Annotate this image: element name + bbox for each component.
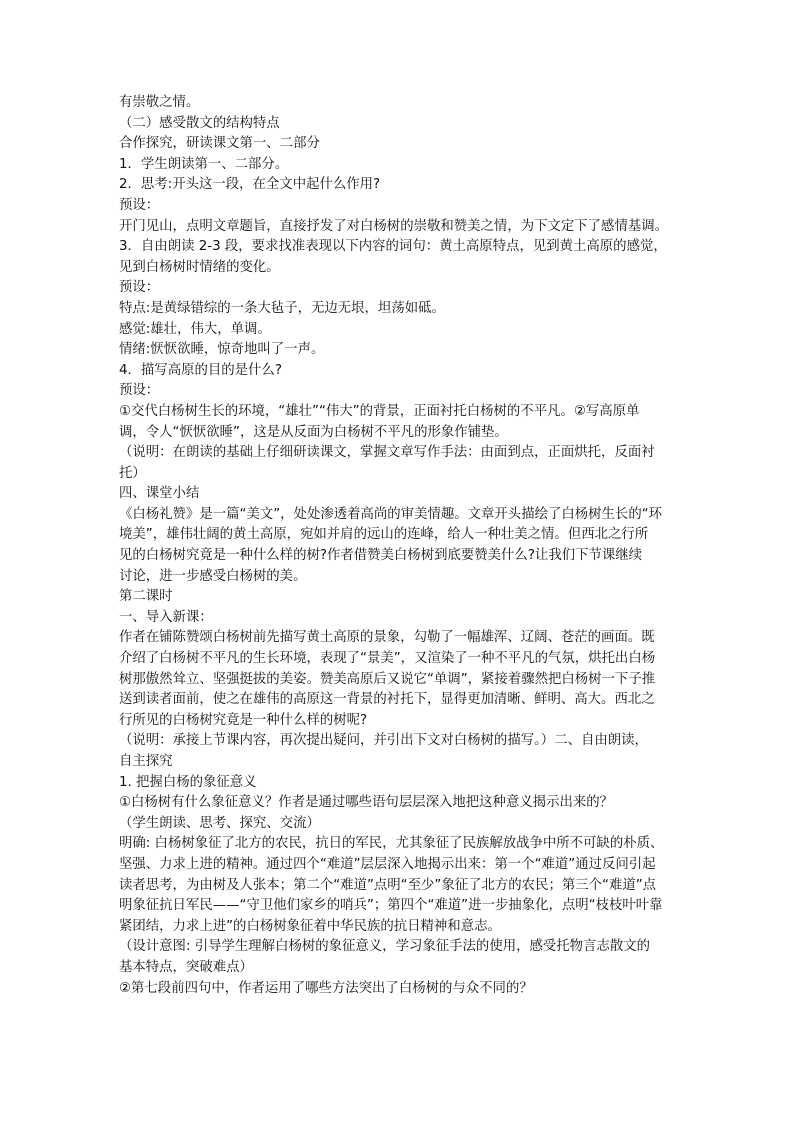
text-line: 讨论，进一步感受白杨树的美。 (119, 568, 307, 584)
text-line: 1．学生朗读第一、二部分。 (119, 156, 289, 172)
text-line: 坚强、力求上进的精神。通过四个“难道”层层深入地揭示出来：第一个“难道”通过反问引起 (119, 856, 656, 872)
note-line: （设计意图: 引导学生理解白杨树的象征意义，学习象征手法的使用，感受托物言志散文的 (119, 939, 650, 955)
text-line: 预设： (119, 383, 160, 399)
text-line: 介绍了白杨树不平凡的生长环境，表现了“景美”，又渲染了一种不平凡的气氛，烘托出白杨 (119, 651, 656, 667)
note-line: （说明：在朗读的基础上仔细研读课文，掌握文章写作手法：由面到点，正面烘托，反面衬 (119, 445, 655, 461)
note-line: 基本特点，突破难点） (119, 959, 253, 975)
text-line: 明象征抗日军民——“守卫他们家乡的哨兵”；第四个“难道”进一步抽象化，点明“枝枝叶叶靠 (119, 898, 663, 914)
note-line: 托） (119, 465, 146, 481)
text-line: 树那傲然耸立、坚强挺拔的美姿。赞美高原后又说它“单调”，紧接着骤然把白杨树一下子推 (119, 671, 656, 687)
text-line: 《白杨礼赞》是一篇“美文”，处处渗透着高尚的审美情趣。文章开头描绘了白杨树生长的“环 (119, 506, 663, 522)
text-line: 预设： (119, 280, 160, 296)
text-line: 特点:是黄绿错综的一条大毡子，无边无垠，坦荡如砥。 (119, 300, 445, 316)
note-line: （说明：承接上节课内容，再次提出疑问，并引出下文对白杨树的描写。）二、自由朗读， (119, 733, 648, 749)
section-heading: 第二课时 (119, 589, 173, 605)
question-line: 4．描写高原的目的是什么? (119, 362, 282, 378)
section-heading: （二）感受散文的结构特点 (119, 115, 280, 131)
text-line: 调，令人“恹恹欲睡”，这是从反面为白杨树不平凡的形象作铺垫。 (119, 424, 508, 440)
text-line: 行所见的白杨树究竟是一种什么样的树呢? (119, 712, 368, 728)
text-line: 感觉:雄壮，伟大，单调。 (119, 321, 271, 337)
text-line: 预设： (119, 197, 160, 213)
question-line: 3．自由朗读 2-3 段，要求找准表现以下内容的词句：黄土高原特点，见到黄土高原的感觉， (119, 239, 667, 255)
text-line: 读者思考，为由树及人张本；第二个“难道”点明“至少”象征了北方的农民；第三个“难道”点 (119, 877, 657, 893)
text-line: 明确: 白杨树象征了北方的农民，抗日的军民，尤其象征了民族解放战争中所不可缺的朴质、 (119, 836, 664, 852)
note-line: （学生朗读、思考、探究、交流） (119, 815, 320, 831)
section-heading: 一、导入新课： (119, 609, 213, 625)
section-heading: 四、课堂小结 (119, 486, 200, 502)
text-line: 开门见山，点明文章题旨，直接抒发了对白杨树的崇敬和赞美之情，为下文定下了感情基调。 (119, 218, 669, 234)
question-line: ②第七段前四句中，作者运用了哪些方法突出了白杨树的与众不同的？ (119, 980, 533, 996)
subsection-heading: 1. 把握白杨的象征意义 (119, 774, 257, 790)
text-line: 紧团结，力求上进”的白杨树象征着中华民族的抗日精神和意志。 (119, 918, 501, 934)
question-line: 2．思考:开头这一段，在全文中起什么作用? (119, 177, 381, 193)
text-line: 合作探究，研读课文第一、二部分 (119, 136, 320, 152)
text-line: 送到读者面前，使之在雄伟的高原这一背景的衬托下，显得更加清晰、鲜明、高大。西北之 (119, 692, 655, 708)
text-line: 作者在铺陈赞颂白杨树前先描写黄土高原的景象，勾勒了一幅雄浑、辽阔、苍茫的画面。既 (119, 630, 655, 646)
text-line: 见的白杨树究竟是一种什么样的树?作者借赞美白杨树到底要赞美什么?让我们下节课继续 (119, 548, 643, 564)
text-line: 境美”，雄伟壮阔的黄土高原，宛如并肩的远山的连峰，给人一种壮美之情。但西北之行所 (119, 527, 649, 543)
text-line: 有崇敬之情。 (119, 95, 200, 110)
section-heading: 自主探究 (119, 754, 173, 769)
text-line: 见到白杨树时情绪的变化。 (119, 259, 280, 275)
text-line: 情绪:恹恹欲睡，惊奇地叫了一声。 (119, 342, 325, 358)
question-line: ①白杨树有什么象征意义？作者是通过哪些语句层层深入地把这种意义揭示出来的？ (119, 795, 614, 811)
text-line: ①交代白杨树生长的环境，“雄壮”“伟大”的背景，正面衬托白杨树的不平凡。②写高原单 (119, 403, 640, 419)
document-body (119, 93, 679, 999)
